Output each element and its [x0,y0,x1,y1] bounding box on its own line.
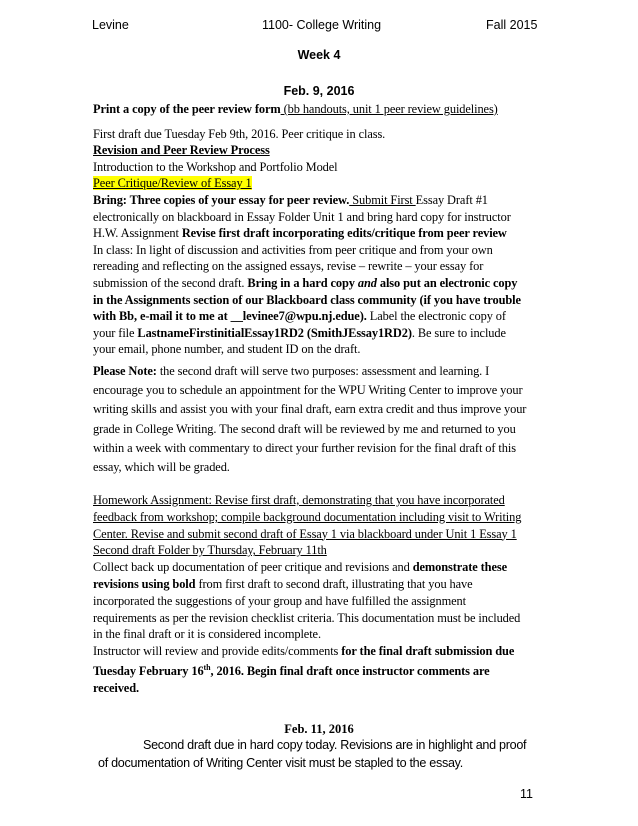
revision-heading: Revision and Peer Review Process [93,143,270,158]
homework-section [93,492,545,697]
bring-line [93,192,545,209]
tuesday-date: Tuesday February 16 [93,664,204,679]
homework-line-4: Second draft Folder by Thursday, February 11th [93,543,327,558]
your-file-rest: . Be sure to include [411,325,506,340]
section-feb-9 [93,101,545,358]
peer-critique-highlight: Peer Critique/Review of Essay 1 [93,176,252,191]
collect-line [93,559,545,576]
revisions-bold: revisions using bold [93,576,196,591]
revisions-line [93,576,545,593]
your-file-line [93,325,545,342]
your-file-plain: your file [93,325,138,340]
first-draft-due: First draft due Tuesday Feb 9th, 2016. Peer critique in class. [93,126,386,141]
please-note-line-6: essay, which will be graded. [93,460,230,475]
incorporated-line: incorporated the suggestions of your group and have fulfilled the assignment [93,593,466,608]
second-draft-line-2: of documentation of Writing Center visit must be stapled to the essay. [98,756,463,770]
final-draft-line: in the final draft or it is considered incomplete. [93,627,321,642]
bring-rest: Essay Draft #1 [415,192,488,207]
please-note-line-2: encourage you to schedule an appointment for the WPU Writing Center to improve your [93,383,523,398]
assignments-line: in the Assignments section of our Blackboard class community (if you have trouble [93,292,521,307]
in-class-line: In class: In light of discussion and activities from peer critique and from your own [93,242,493,257]
peer-review-form-reference: (bb handouts, unit 1 peer review guidelines) [280,102,498,116]
week-title: Week 4 [297,48,341,62]
received-line: received. [93,680,140,695]
submission-line [93,275,545,292]
homework-line-2: feedback from workshop; compile background documentation including visit to Writing [93,509,522,524]
email-instruction: with Bb, e-mail it to me at __levinee7@wpu.nj.edue). [93,309,367,324]
please-note-line-4: grade in College Writing. The second draft will be reviewed by me and returned to you [93,421,516,436]
bring-bold: Bring: Three copies of your essay for peer review. [93,192,350,207]
please-note-line-1 [93,362,545,381]
header-term: Fall 2015 [486,18,538,32]
collect-plain: Collect back up documentation of peer critique and revisions and [93,560,413,575]
file-name-format: LastnameFirstinitialEssay1RD2 (SmithJEssay1RD2) [137,325,412,340]
collect-bold: demonstrate these [412,560,507,575]
tuesday-sup: th [203,662,211,672]
submission-plain: submission of the second draft. [93,275,248,290]
hw-prefix: H.W. Assignment [93,226,182,241]
email-line: your email, phone number, and student ID on the draft. [93,342,361,357]
date-feb-11: Feb. 11, 2016 [284,722,354,736]
instructor-line [93,643,545,660]
hw-line [93,225,545,242]
submission-bold: Bring in a hard copy [247,275,358,290]
and-word: and [357,275,377,290]
label-instruction: Label the electronic copy of [366,309,506,324]
spacer [93,118,545,126]
please-note-line-3: writing skills and assist you with your final draft, earn extra credit and thus improve your [93,402,527,417]
page-number: 11 [520,787,533,801]
requirements-line: requirements as per the revision checklist criteria. This documentation must be included [93,610,521,625]
header-author: Levine [92,18,129,32]
hw-bold: Revise first draft incorporating edits/critique from peer review [181,226,507,241]
homework-line-3: Center. Revise and submit second draft of Essay 1 via blackboard under Unit 1 Essay 1 [93,526,517,541]
intro-line: Introduction to the Workshop and Portfolio Model [93,159,338,174]
peer-critique-line [93,175,545,192]
please-note-text: the second draft will serve two purposes: assessment and learning. I [156,364,490,378]
tuesday-rest: , 2016. Begin final draft once instructor comments are [210,664,490,679]
print-instruction [93,101,545,118]
second-draft-line-1: Second draft due in hard copy today. Revisions are in highlight and proof [143,738,527,752]
rereading-line: rereading and reflecting on the assigned essays, revise – rewrite – your essay for [93,259,484,274]
print-instruction-bold: Print a copy of the peer review form [93,102,281,116]
please-note-section [93,362,545,477]
with-bb-line [93,308,545,325]
electronic-line: electronically on blackboard in Essay Folder Unit 1 and bring hard copy for instructor [93,209,511,224]
revisions-plain: from first draft to second draft, illustrating that you have [195,576,473,591]
submit-first: Submit First [349,192,416,207]
tuesday-line [93,660,545,680]
instructor-bold: for the final draft submission due [341,644,515,659]
date-feb-9: Feb. 9, 2016 [283,84,355,98]
homework-line-1: Homework Assignment: Revise first draft, demonstrating that you have incorporated [93,493,505,507]
please-note-line-5: within a week with commentary to direct your further revision for the final draft of this [93,440,516,455]
also-bold: also put an electronic copy [376,275,518,290]
header-course: 1100- College Writing [262,18,382,32]
instructor-plain: Instructor will review and provide edits/comments [93,644,342,659]
please-note-label: Please Note: [93,364,157,378]
